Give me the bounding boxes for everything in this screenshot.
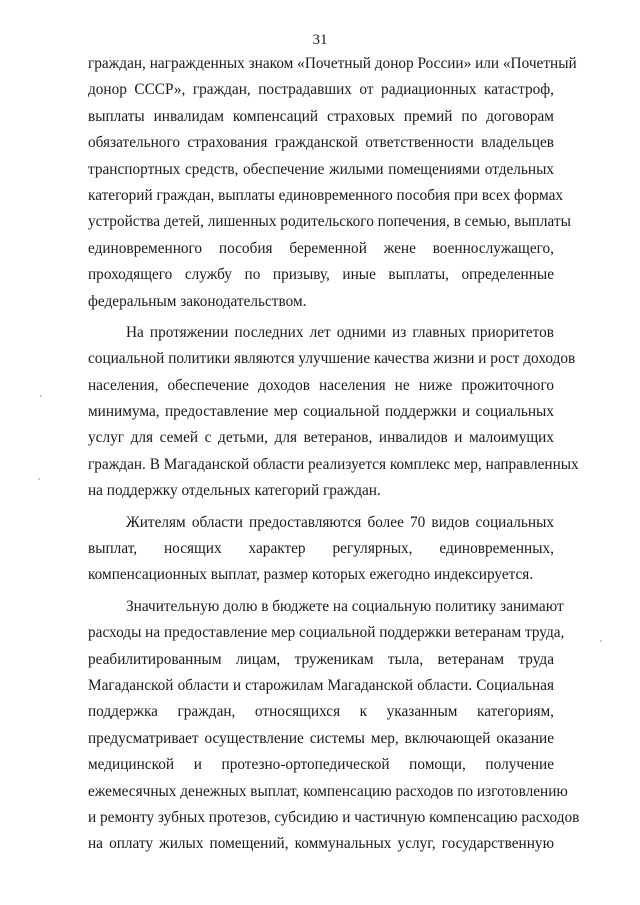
text-line: донор СССР», граждан, пострадавших от радиационных катастроф,: [88, 81, 554, 99]
paragraph-1: [88, 51, 577, 315]
text-line: граждан. В Магаданской области реализуется комплекс мер, направленных: [88, 455, 579, 473]
text-line: Значительную долю в бюджете на социальную политику занимают: [126, 597, 564, 615]
text-line: компенсационных выплат, размер которых ежегодно индексируется.: [88, 566, 534, 584]
text-line: населения, обеспечение доходов населения не ниже прожиточного: [88, 376, 554, 394]
text-line: социальной политики являются улучшение качества жизни и рост доходов: [88, 350, 576, 368]
text-line: категорий граждан, выплаты единовременного пособия при всех формах: [88, 186, 564, 204]
text-line: минимума, предоставление мер социальной поддержки и социальных: [88, 403, 554, 421]
paragraph-4: [88, 594, 580, 858]
scan-speck: [38, 478, 40, 480]
scan-speck: [600, 640, 602, 642]
page-number: 31: [312, 32, 328, 48]
text-line: Магаданской области и старожилам Магаданской области. Социальная: [88, 676, 554, 694]
scan-speck: [40, 395, 42, 397]
text-line: обязательного страхования гражданской ответственности владельцев: [88, 134, 554, 152]
text-line: и ремонту зубных протезов, субсидию и частичную компенсацию расходов: [88, 808, 580, 826]
text-line: граждан, награжденных знаком «Почетный донор России» или «Почетный: [88, 55, 577, 72]
text-line: устройства детей, лишенных родительского попечения, в семью, выплаты: [88, 213, 571, 231]
text-line: На протяжении последних лет одними из главных приоритетов: [126, 323, 554, 341]
text-line: предусматривает осуществление системы мер, включающей оказание: [88, 729, 554, 747]
text-line: транспортных средств, обеспечение жилыми помещениями отдельных: [88, 160, 554, 178]
text-line: Жителям области предоставляются более 70 видов социальных: [126, 513, 554, 531]
text-line: единовременного пособия беременной жене военнослужащего,: [88, 239, 554, 257]
text-line: услуг для семей с детьми, для ветеранов, инвалидов и малоимущих: [88, 429, 554, 447]
text-line: федеральным законодательством.: [88, 292, 307, 310]
paragraph-3: [88, 510, 554, 589]
paragraph-2: [88, 320, 579, 505]
text-line: медицинской и протезно-ортопедической помощи, получение: [88, 756, 554, 774]
text-line: на поддержку отдельных категорий граждан.: [88, 482, 381, 500]
text-line: расходы на предоставление мер социальной поддержки ветеранам труда,: [88, 624, 565, 642]
text-line: ежемесячных денежных выплат, компенсацию расходов по изготовлению: [88, 782, 568, 800]
text-line: поддержка граждан, относящихся к указанным категориям,: [88, 703, 554, 721]
text-line: выплаты инвалидам компенсаций страховых премий по договорам: [88, 107, 554, 125]
text-line: на оплату жилых помещений, коммунальных услуг, государственную: [88, 835, 554, 853]
text-line: проходящего службу по призыву, иные выплаты, определенные: [88, 266, 554, 284]
text-line: выплат, носящих характер регулярных, единовременных,: [88, 540, 554, 558]
document-body: [88, 51, 580, 863]
text-line: реабилитированным лицам, труженикам тыла, ветеранам труда: [88, 650, 554, 668]
